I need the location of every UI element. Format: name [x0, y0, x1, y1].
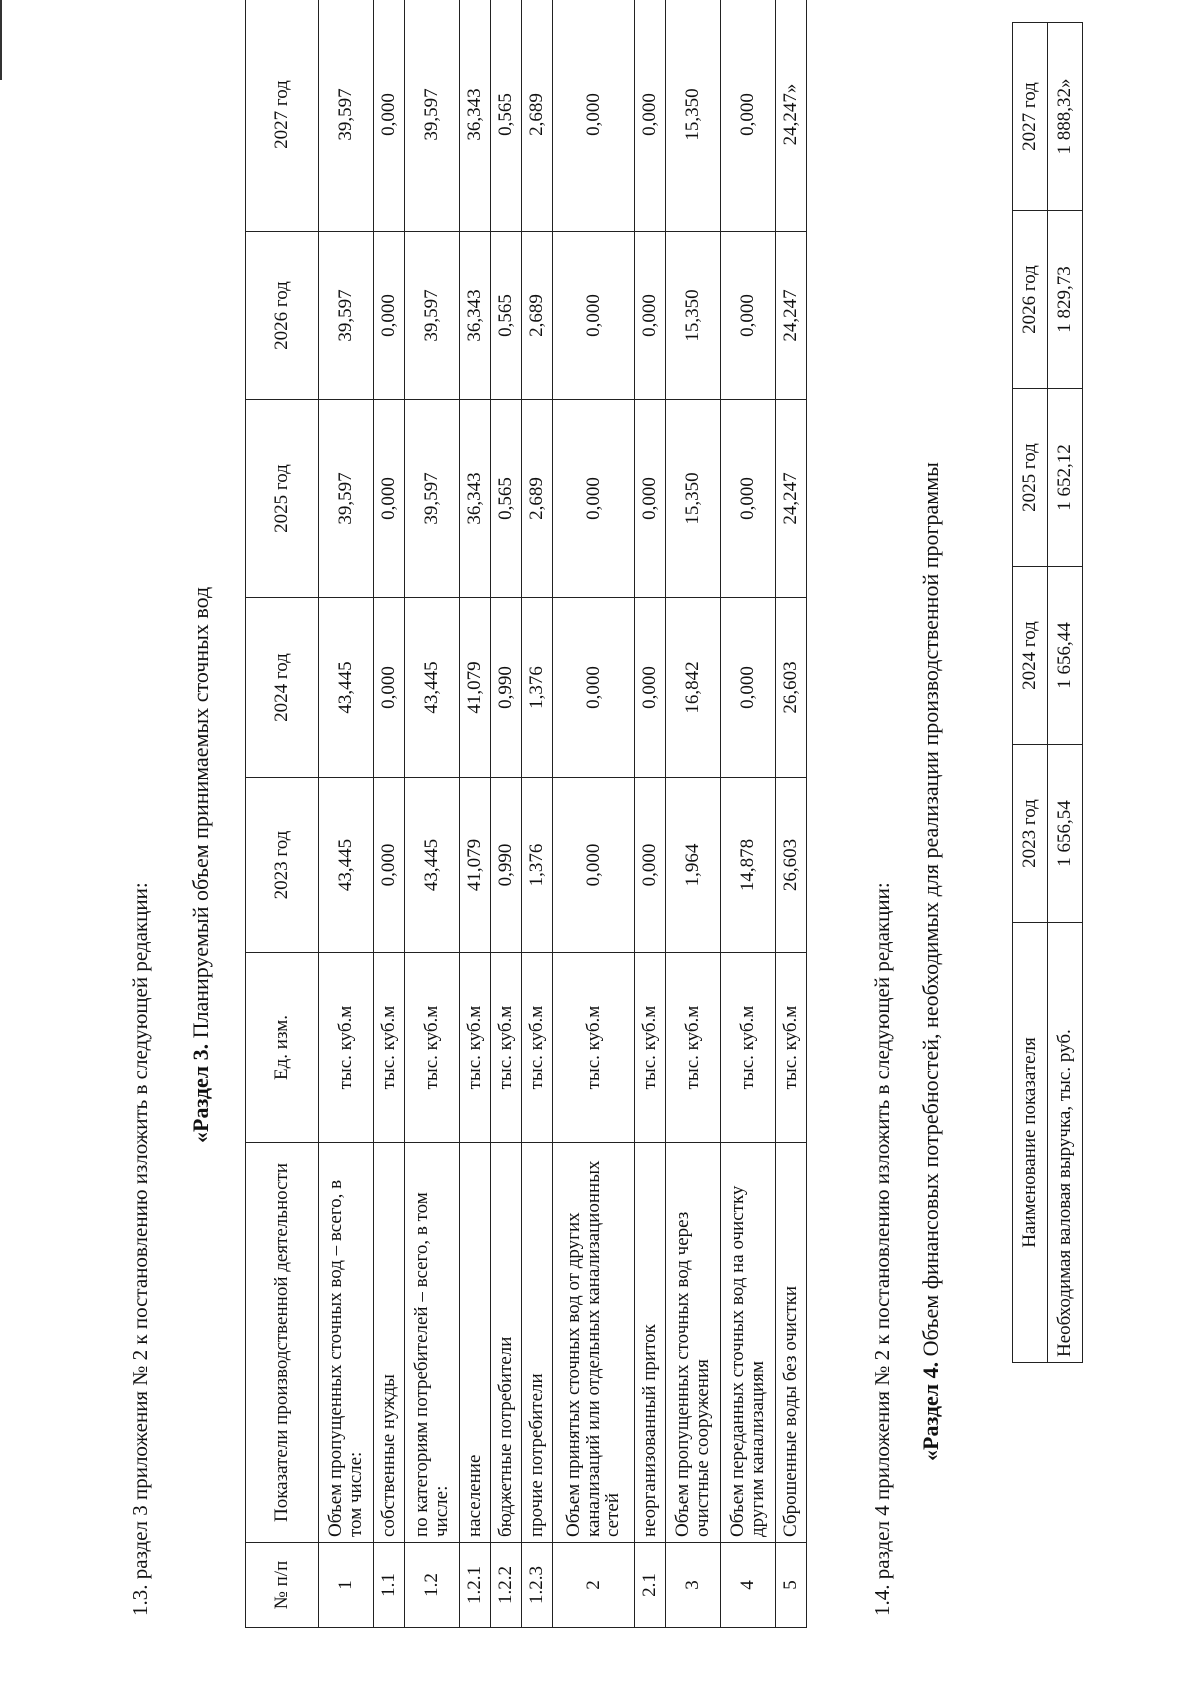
row-name: неорганизованный приток	[635, 1143, 666, 1543]
value-2025: 24,247	[776, 400, 807, 598]
table-header-row	[1013, 23, 1048, 1363]
header-2023: 2023 год	[246, 778, 319, 953]
value-2027: 0,000	[635, 0, 666, 232]
section4-title	[918, 462, 944, 1461]
section3-title-bold: «Раздел 3.	[188, 1043, 213, 1143]
table-row	[405, 0, 460, 1628]
value-2027: 1 888,32»	[1048, 23, 1083, 211]
value-2026: 0,000	[635, 232, 666, 400]
value-2026: 1 829,73	[1048, 211, 1083, 389]
value-2025: 0,000	[721, 400, 776, 598]
value-2027: 0,000	[553, 0, 635, 232]
header-indicator: Показатели производственной деятельности	[246, 1143, 319, 1543]
value-2023: 1,964	[666, 778, 721, 953]
row-unit: тыс. куб.м	[522, 953, 553, 1143]
value-2025: 0,000	[374, 400, 405, 598]
header-2027: 2027 год	[1013, 23, 1048, 211]
value-2023: 0,000	[374, 778, 405, 953]
value-2026: 0,000	[553, 232, 635, 400]
table-row	[522, 0, 553, 1628]
table-row	[635, 0, 666, 1628]
value-2026: 39,597	[319, 232, 374, 400]
value-2026: 15,350	[666, 232, 721, 400]
header-2026: 2026 год	[246, 232, 319, 400]
row-num: 1.2	[405, 1543, 460, 1628]
value-2025: 36,343	[460, 400, 491, 598]
row-unit: тыс. куб.м	[776, 953, 807, 1143]
value-2027: 0,565	[491, 0, 522, 232]
row-unit: тыс. куб.м	[721, 953, 776, 1143]
table-row	[460, 0, 491, 1628]
value-2023: 1 656,54	[1048, 745, 1083, 923]
row-unit: тыс. куб.м	[553, 953, 635, 1143]
header-2023: 2023 год	[1013, 745, 1048, 923]
table-row	[666, 0, 721, 1628]
row-num: 1.2.1	[460, 1543, 491, 1628]
financial-needs-table	[1012, 22, 1083, 1363]
section4-intro: 1.4. раздел 4 приложения № 2 к постановлению изложить в следующей редакции:	[870, 882, 894, 1616]
section3-intro: 1.3. раздел 3 приложения № 2 к постановлению изложить в следующей редакции:	[128, 882, 152, 1616]
row-unit: тыс. куб.м	[374, 953, 405, 1143]
header-2025: 2025 год	[1013, 389, 1048, 567]
row-name: население	[460, 1143, 491, 1543]
value-2027: 39,597	[319, 0, 374, 232]
row-num: 4	[721, 1543, 776, 1628]
value-2025: 15,350	[666, 400, 721, 598]
value-2026: 0,000	[374, 232, 405, 400]
table-row	[374, 0, 405, 1628]
value-2023: 43,445	[405, 778, 460, 953]
value-2023: 43,445	[319, 778, 374, 953]
row-name: бюджетные потребители	[491, 1143, 522, 1543]
row-num: 1	[319, 1543, 374, 1628]
table-row	[1048, 23, 1083, 1363]
table-row	[776, 0, 807, 1628]
table-row	[491, 0, 522, 1628]
header-indicator-name: Наименование показателя	[1013, 923, 1048, 1363]
value-2024: 0,990	[491, 598, 522, 778]
value-2023: 1,376	[522, 778, 553, 953]
header-num: № п/п	[246, 1543, 319, 1628]
value-2024: 41,079	[460, 598, 491, 778]
header-2024: 2024 год	[246, 598, 319, 778]
row-unit: тыс. куб.м	[405, 953, 460, 1143]
value-2023: 14,878	[721, 778, 776, 953]
row-num: 2	[553, 1543, 635, 1628]
header-2025: 2025 год	[246, 400, 319, 598]
value-2027: 39,597	[405, 0, 460, 232]
value-2024: 0,000	[635, 598, 666, 778]
table-row	[319, 0, 374, 1628]
value-2024: 26,603	[776, 598, 807, 778]
value-2026: 0,565	[491, 232, 522, 400]
value-2025: 0,565	[491, 400, 522, 598]
value-2024: 43,445	[405, 598, 460, 778]
value-2027: 0,000	[721, 0, 776, 232]
value-2027: 0,000	[374, 0, 405, 232]
header-unit: Ед. изм.	[246, 953, 319, 1143]
row-num: 1.2.2	[491, 1543, 522, 1628]
row-unit: тыс. куб.м	[460, 953, 491, 1143]
value-2023: 0,990	[491, 778, 522, 953]
value-2023: 0,000	[553, 778, 635, 953]
value-2025: 0,000	[553, 400, 635, 598]
row-name: Объем переданных сточных вод на очистку другим канализациям	[721, 1143, 776, 1543]
value-2027: 2,689	[522, 0, 553, 232]
value-2026: 0,000	[721, 232, 776, 400]
row-unit: тыс. куб.м	[666, 953, 721, 1143]
header-2026: 2026 год	[1013, 211, 1048, 389]
value-2025: 2,689	[522, 400, 553, 598]
value-2024: 1 656,44	[1048, 567, 1083, 745]
row-name: Объем пропущенных сточных вод через очистные сооружения	[666, 1143, 721, 1543]
row-name: Необходимая валовая выручка, тыс. руб.	[1048, 923, 1083, 1363]
value-2024: 16,842	[666, 598, 721, 778]
section4-title-text: Объем финансовых потребностей, необходимых для реализации производственной программы	[918, 462, 943, 1362]
row-name: Сброшенные воды без очистки	[776, 1143, 807, 1543]
value-2025: 0,000	[635, 400, 666, 598]
header-2027: 2027 год	[246, 0, 319, 232]
row-unit: тыс. куб.м	[635, 953, 666, 1143]
value-2023: 41,079	[460, 778, 491, 953]
value-2024: 0,000	[553, 598, 635, 778]
row-name: прочие потребители	[522, 1143, 553, 1543]
value-2025: 1 652,12	[1048, 389, 1083, 567]
value-2026: 24,247	[776, 232, 807, 400]
value-2024: 0,000	[374, 598, 405, 778]
row-num: 5	[776, 1543, 807, 1628]
value-2024: 43,445	[319, 598, 374, 778]
row-name: по категориям потребителей – всего, в том числе:	[405, 1143, 460, 1543]
value-2025: 39,597	[319, 400, 374, 598]
table-row	[721, 0, 776, 1628]
value-2026: 39,597	[405, 232, 460, 400]
value-2026: 2,689	[522, 232, 553, 400]
value-2025: 39,597	[405, 400, 460, 598]
value-2023: 0,000	[635, 778, 666, 953]
value-2024: 1,376	[522, 598, 553, 778]
row-num: 2.1	[635, 1543, 666, 1628]
row-unit: тыс. куб.м	[491, 953, 522, 1143]
value-2027: 36,343	[460, 0, 491, 232]
row-name: Объем пропущенных сточных вод – всего, в том числе:	[319, 1143, 374, 1543]
row-name: собственные нужды	[374, 1143, 405, 1543]
section3-title	[188, 587, 214, 1143]
header-2024: 2024 год	[1013, 567, 1048, 745]
row-num: 1.1	[374, 1543, 405, 1628]
value-2026: 36,343	[460, 232, 491, 400]
value-2027: 24,247»	[776, 0, 807, 232]
section3-title-text: Планируемый объем принимаемых сточных вод	[188, 586, 213, 1044]
row-num: 1.2.3	[522, 1543, 553, 1628]
wastewater-volume-table	[245, 0, 807, 1628]
value-2024: 0,000	[721, 598, 776, 778]
section4-title-bold: «Раздел 4.	[918, 1361, 943, 1461]
row-unit: тыс. куб.м	[319, 953, 374, 1143]
table-row	[553, 0, 635, 1628]
row-name: Объем принятых сточных вод от других канализаций или отдельных канализационных сетей	[553, 1143, 635, 1543]
row-num: 3	[666, 1543, 721, 1628]
value-2023: 26,603	[776, 778, 807, 953]
value-2027: 15,350	[666, 0, 721, 232]
table-header-row	[246, 0, 319, 1628]
